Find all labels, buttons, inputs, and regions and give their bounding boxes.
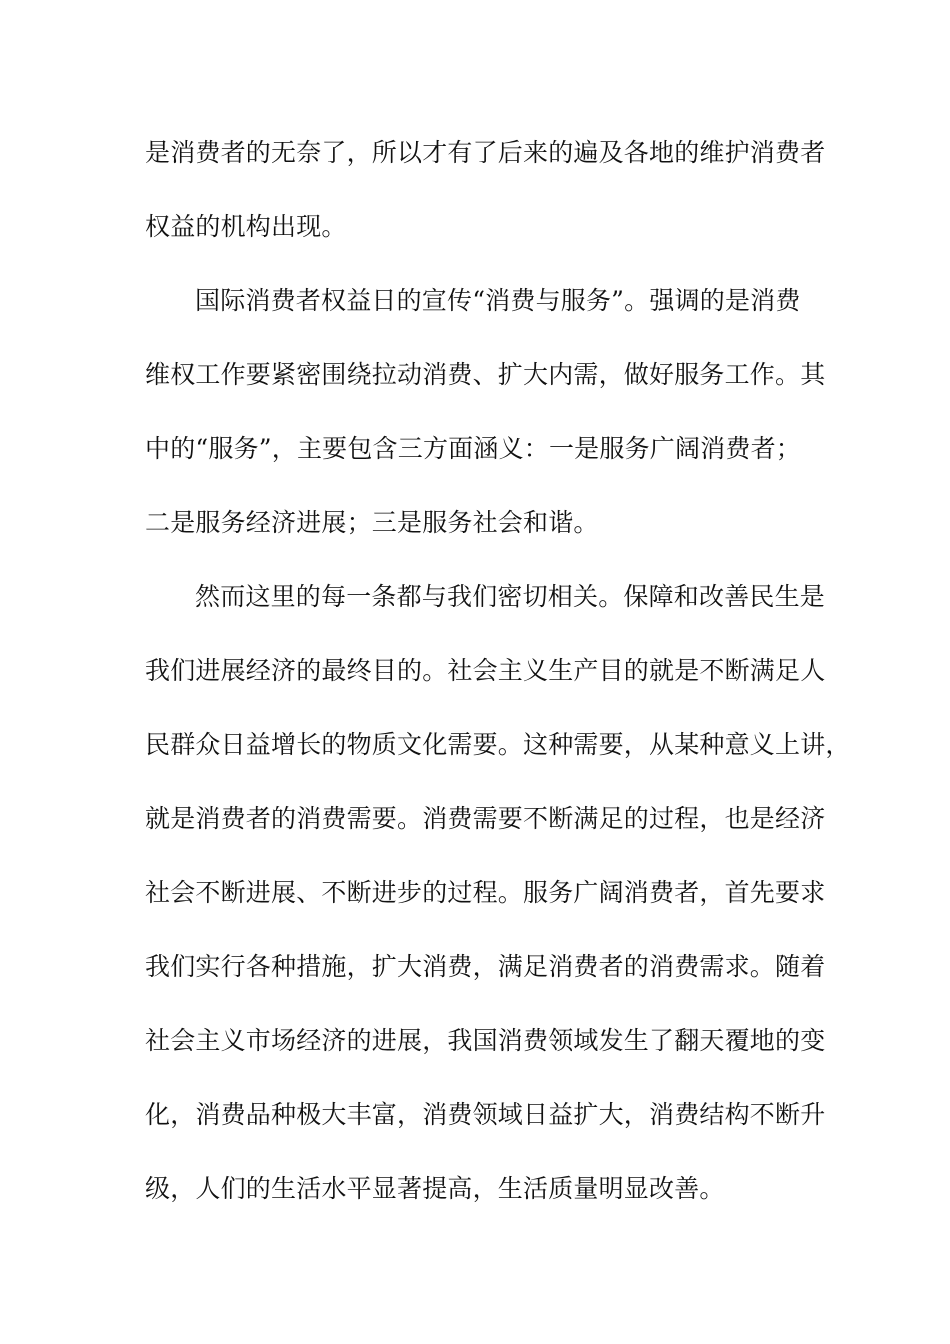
paragraph-line: 社会主义市场经济的进展，我国消费领域发生了翻天覆地的变	[145, 1026, 826, 1055]
paragraph-line: 二是服务经济进展；三是服务社会和谐。	[145, 508, 599, 537]
paragraph-line: 化，消费品种极大丰富，消费领域日益扩大，消费结构不断升	[145, 1100, 826, 1129]
paragraph-line: 社会不断进展、不断进步的过程。服务广阔消费者，首先要求	[145, 878, 826, 907]
paragraph-line: 国际消费者权益日的宣传“消费与服务”。强调的是消费	[195, 286, 801, 315]
paragraph-line: 就是消费者的消费需要。消费需要不断满足的过程，也是经济	[145, 804, 826, 833]
paragraph-line: 是消费者的无奈了，所以才有了后来的遍及各地的维护消费者	[145, 138, 826, 167]
paragraph-line: 然而这里的每一条都与我们密切相关。保障和改善民生是	[195, 582, 826, 611]
paragraph-line: 民群众日益增长的物质文化需要。这种需要，从某种意义上讲，	[145, 730, 851, 759]
paragraph-line: 维权工作要紧密围绕拉动消费、扩大内需，做好服务工作。其	[145, 360, 826, 389]
paragraph-line: 我们实行各种措施，扩大消费，满足消费者的消费需求。随着	[145, 952, 826, 981]
paragraph-line: 我们进展经济的最终目的。社会主义生产目的就是不断满足人	[145, 656, 826, 685]
paragraph-line: 中的“服务”，主要包含三方面涵义：一是服务广阔消费者；	[145, 434, 801, 463]
paragraph-line: 级，人们的生活水平显著提高，生活质量明显改善。	[145, 1174, 725, 1203]
paragraph-line: 权益的机构出现。	[145, 212, 347, 241]
